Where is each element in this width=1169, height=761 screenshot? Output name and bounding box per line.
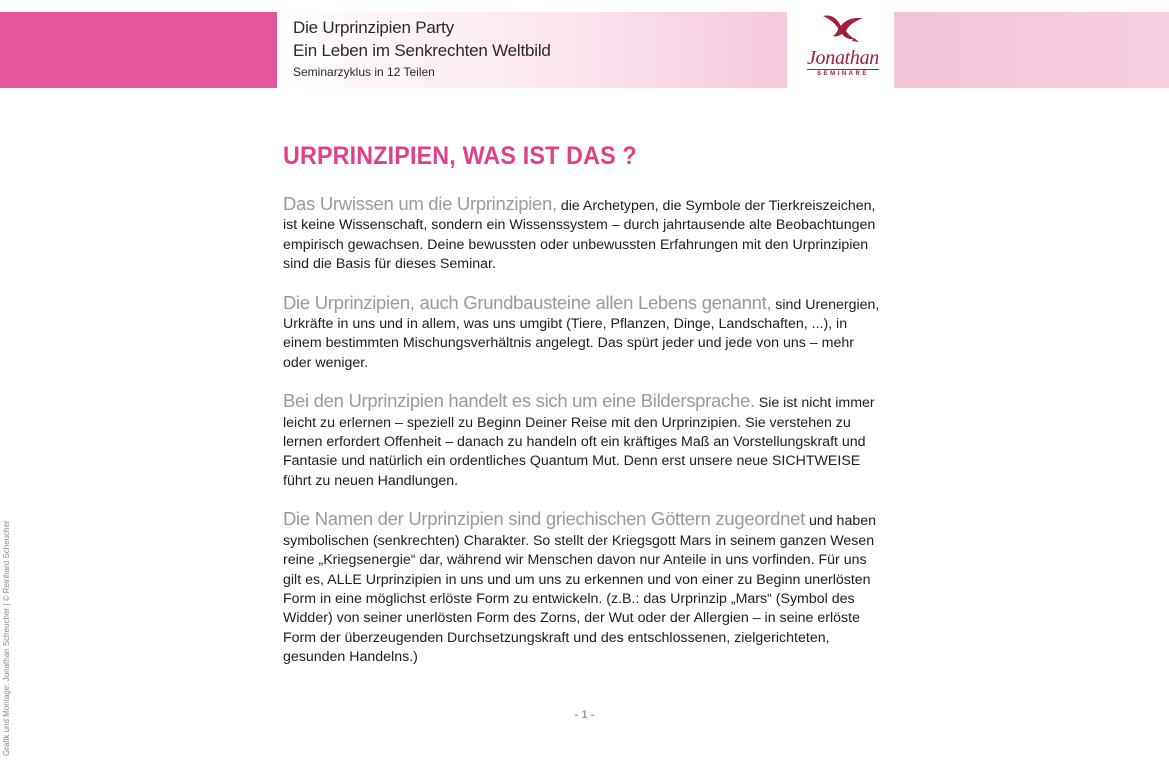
jonathan-seminare-logo xyxy=(798,10,888,88)
paragraph-1-text: die Archetypen, die Symbole der Tierkreiszeichen, ist keine Wissenschaft, sondern ein Wissenssystem – durch jahrtausende alte Beobachtungen empirisch gewachsen. Deine bewussten oder unbewussten Erfahrungen mit den Urprinzipien sind die Basis für dieses Seminar. xyxy=(283,198,876,273)
paragraph-4-text: und haben symbolischen (senkrechten) Charakter. So stellt der Kriegsgott Mars in seinem ganzen Wesen reine „Kriegsenergie“ dar, während wir Menschen davon nur Anteile in uns vorfinden. Für uns gilt es, ALLE Urprinzipien in uns und um uns zu erkennen und von einer zu Beginn unerlösten Form in eine möglichst erlöste Form zu entwickeln. (z.B.: das Urprinzip „Mars“ (Symbol des Widder) von seiner unerlösten Form des Zorns, der Wut oder der Allergien – in seine erlöste Form der überzeugenden Durchsetzungskraft und des entschlossenen, zielgerichteten, gesunden Handelns.) xyxy=(283,513,877,666)
paragraph-4 xyxy=(283,509,883,667)
logo-subtitle: SEMINARE xyxy=(817,71,869,77)
main-content xyxy=(283,140,883,686)
page-number: - 1 - xyxy=(574,709,595,721)
document-subtitle: Ein Leben im Senkrechten Weltbild xyxy=(293,41,551,60)
paragraph-1 xyxy=(283,194,883,275)
paragraph-2-text: sind Urenergien, Urkräfte in uns und in allem, was uns umgibt (Tiere, Pflanzen, Dinge, Landschaften, ...), in einem bestimmten Mischungsverhältnis angelegt. Das spürt jeder und jede von uns – mehr oder weniger. xyxy=(283,296,880,371)
document-title: Die Urprinzipien Party xyxy=(293,18,454,37)
logo-divider xyxy=(807,69,879,70)
paragraph-1-lead: Das Urwissen um die Urprinzipien, xyxy=(283,193,557,214)
paragraph-2-lead: Die Urprinzipien, auch Grundbausteine allen Lebens genannt, xyxy=(283,291,772,313)
paragraph-3-lead: Bei den Urprinzipien handelt es sich um eine Bildersprache. xyxy=(283,390,755,412)
seagull-icon xyxy=(821,12,865,46)
paragraph-2 xyxy=(283,293,883,374)
header-accent-bar-left xyxy=(0,12,277,88)
paragraph-4-lead: Die Namen der Urprinzipien sind griechischen Göttern zugeordnet xyxy=(283,508,805,530)
paragraph-3 xyxy=(283,391,883,491)
header-accent-bar-right xyxy=(894,12,1169,88)
logo-wordmark: Jonathan xyxy=(806,47,880,69)
paragraph-3-text: Sie ist nicht immer leicht zu erlernen – speziell zu Beginn Deiner Reise mit den Urprinzipien. Sie verstehen zu lernen erfordert Offenheit – danach zu handeln oft ein kräftiges Maß an Vorstellungskraft und Fantasie und natürlich ein ordentliches Quantum Mut. Denn erst unsere neue SICHTWEISE führt zu neuen Handlungen. xyxy=(283,395,875,489)
credit-line: Grafik und Montage: Jonathan Scheucher | © Reinhard Scheucher xyxy=(2,520,11,756)
series-label: Seminarzyklus in 12 Teilen xyxy=(293,65,435,79)
header-text-block xyxy=(293,16,551,80)
page-heading: URPRINZIPIEN, WAS IST DAS ? xyxy=(283,142,637,170)
